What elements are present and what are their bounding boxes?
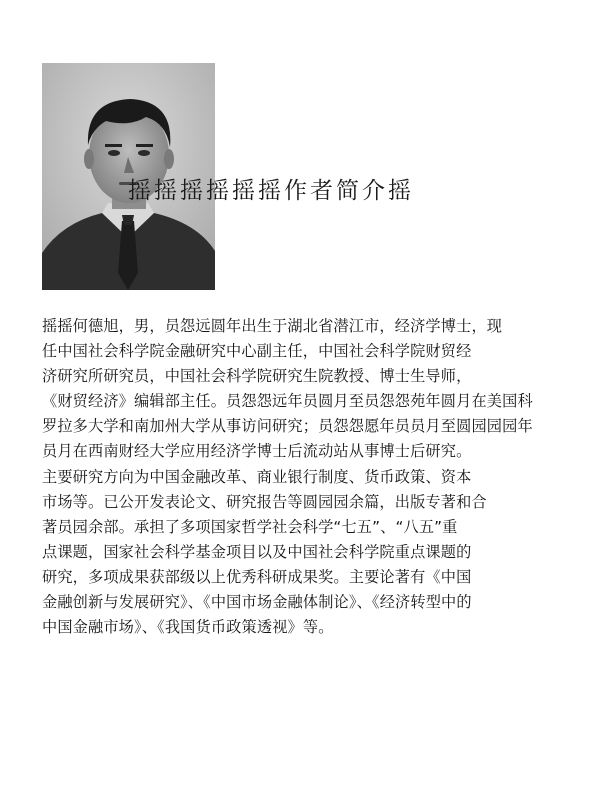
bio-line: 金融创新与发展研究》、《中国市场金融体制论》、《经济转型中的: [42, 593, 472, 612]
bio-line: 摇摇何德旭，男，员怨远圆年出生于湖北省潜江市，经济学博士，现: [42, 317, 503, 335]
bio-line: 《财贸经济》编辑部主任。员怨怨远年员圆月至员怨怨苑年圆月在美国科: [42, 392, 533, 411]
bio-line: 点课题，国家社会科学基金项目以及中国社会科学院重点课题的: [42, 542, 472, 561]
author-bio: [42, 314, 562, 640]
bio-line: 济研究所研究员，中国社会科学院研究生院教授、博士生导师，: [42, 367, 472, 386]
bio-line: 市场等。已公开发表论文、研究报告等圆园园余篇，出版专著和合: [42, 492, 487, 511]
bio-line: 罗拉多大学和南加州大学从事访问研究；员怨怨愿年员员月至圆园园园年: [42, 417, 533, 436]
bio-line: 中国金融市场》、《我国货币政策透视》等。: [42, 618, 334, 637]
bio-line: 著员园余部。承担了多项国家哲学社会科学“七五”、“八五”重: [42, 517, 458, 536]
bio-line: 研究，多项成果获部级以上优秀科研成果奖。主要论著有《中国: [42, 567, 472, 586]
bio-line: 员月在西南财经大学应用经济学博士后流动站从事博士后研究。: [42, 442, 472, 461]
bio-line: 主要研究方向为中国金融改革、商业银行制度、货币政策、资本: [42, 467, 472, 486]
bio-line: 任中国社会科学院金融研究中心副主任，中国社会科学院财贸经: [42, 342, 472, 361]
page-title: 摇摇摇摇摇摇作者简介摇: [128, 178, 414, 204]
